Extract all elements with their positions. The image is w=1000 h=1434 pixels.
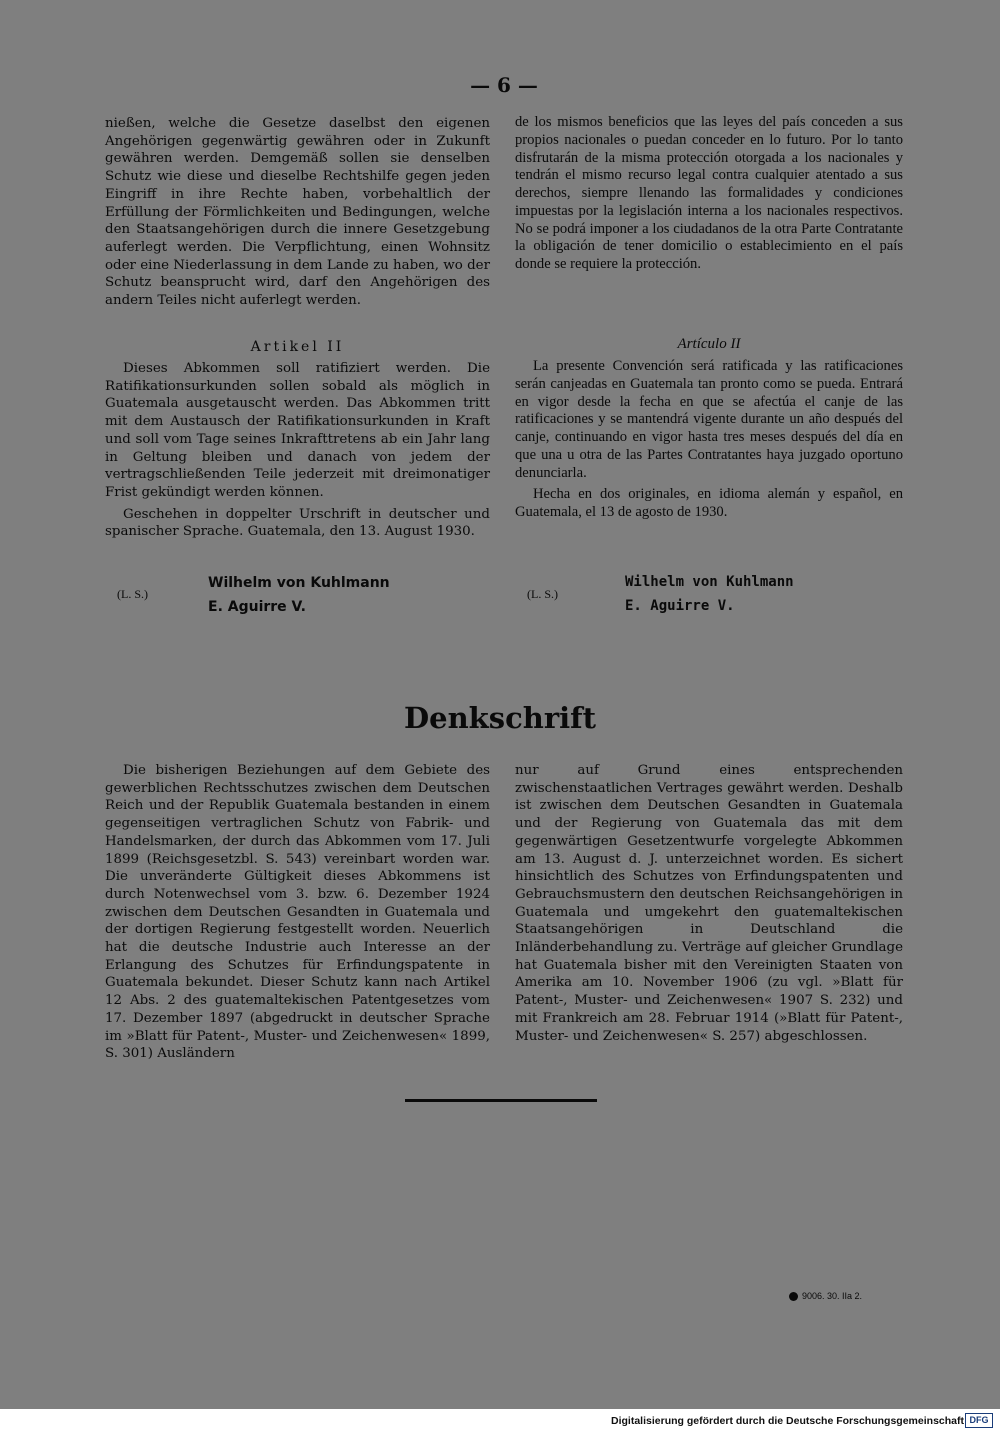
- spanish-seal-mark: (L. S.): [527, 587, 558, 601]
- spanish-treaty-column: [515, 114, 903, 274]
- german-paragraph-3: Geschehen in doppelter Urschrift in deutscher und spanischer Sprache. Guatemala, den 13. August 1930.: [105, 506, 490, 540]
- german-signer-1: Wilhelm von Kuhlmann: [208, 575, 390, 591]
- german-article-body: [105, 360, 490, 541]
- german-paragraph-2: Dieses Abkommen soll ratifiziert werden. Die Ratifikationsurkunden sollen sobald als möglich in Guatemala ausgetauscht werden. Das Abkommen tritt mit dem Austausch der Ratifikationsurkunden in Kraft und soll vom Tage seines Inkrafttretens ab ein Jahr lang in Geltung bleiben und danach von jedem der vertragschließenden Teile jederzeit mit dreimonatiger Frist gekündigt werden können.: [105, 361, 490, 500]
- page-number: — 6 —: [470, 73, 538, 97]
- print-note: [789, 1291, 862, 1301]
- spanish-signer-1: Wilhelm von Kuhlmann: [625, 574, 794, 590]
- memo-left-text: Die bisherigen Beziehungen auf dem Gebiete des gewerblichen Rechtsschutzes zwischen dem Deutschen Reich und der Republik Guatemala bestanden in einem gegenseitigen vertraglichen Schutz von Fabrik- und Handelsmarken, der durch das Abkommen vom 17. Juli 1899 (Reichsgesetzbl. S. 543) vereinbart worden war. Die unveränderte Gültigkeit dieses Abkommens ist durch Notenwechsel vom 3. bzw. 6. Dezember 1924 zwischen dem Deutschen Gesandten in Guatemala und der dortigen Regierung festgestellt worden. Neuerlich hat die deutsche Industrie auch Interesse an der Erlangung des Schutzes für Erfindungspatente in Guatemala bekundet. Dieser Schutz kann nach Artikel 12 Abs. 2 des guatemaltekischen Patentgesetzes vom 17. Dezember 1897 (abgedruckt in deutscher Sprache im »Blatt für Patent-, Muster- und Zeichenwesen« 1899, S. 301) Ausländern: [105, 763, 490, 1062]
- memo-right-text: nur auf Grund eines entsprechenden zwischenstaatlichen Vertrages gewährt werden. Deshalb ist zwischen dem Deutschen Gesandten in Guatemala und der Regierung von Guatemala das mit dem gegenwärtigen Gesetzentwurfe vorgelegte Abkommen am 13. August d. J. unterzeichnet worden. Es sichert hinsichtlich des Schutzes von Erfindungspatenten und Gebrauchsmustern den deutschen Reichsangehörigen in Guatemala und umgekehrt den guatemaltekischen Staatsangehörigen in Deutschland die Inländerbehandlung zu. Verträge auf gleicher Grundlage hat Guatemala bisher mit den Vereinigten Staaten von Amerika am 10. November 1906 (zu vgl. »Blatt für Patent-, Muster- und Zeichenwesen« 1907 S. 232) und mit Frankreich am 28. Februar 1914 (»Blatt für Patent-, Muster- und Zeichenwesen« S. 257) abgeschlossen.: [515, 763, 903, 1044]
- spanish-paragraph-2: La presente Convención será ratificada y las ratificaciones serán canjeadas en Guatemala tan pronto como se pueda. Entrará en vigor desde la fecha en que se afectúa el canje de las ratificaciones y se mantendrá vigente durante un año después del canje, continuando en vigor hasta tres meses después del día en que una u otra de las Partes Contratantes haya juzgado oportuno denunciarla.: [515, 358, 903, 481]
- memo-right-column: [515, 762, 903, 1045]
- german-signature-block: [208, 571, 390, 619]
- german-article-heading: Artikel II: [250, 339, 345, 355]
- spanish-article-body: [515, 358, 903, 522]
- print-note-text: 9006. 30. IIa 2.: [802, 1291, 863, 1301]
- german-seal-mark: (L. S.): [117, 587, 148, 601]
- memo-left-column: [105, 762, 490, 1063]
- german-paragraph-1: nießen, welche die Gesetze daselbst den eigenen Angehörigen gegenwärtig gewähren oder in Zukunft gewähren werden. Demgemäß sollen sie denselben Schutz wie diese und dieselbe Rechtshilfe gegen jeden Eingriff in ihre Rechte haben, vorbehaltlich der Erfüllung der Förmlichkeiten und Bedingungen, welche den Staatsangehörigen durch die innere Gesetzgebung auferlegt werden. Die Verpflichtung, einen Wohnsitz oder eine Niederlassung in dem Lande zu haben, wo der Schutz beansprucht wird, darf den Angehörigen des andern Teiles nicht auferlegt werden.: [105, 116, 490, 309]
- spanish-paragraph-1: de los mismos beneficios que las leyes del país conceden a sus propios nacionales o puedan conceder en lo futuro. Por lo tanto disfrutarán de la misma protección otorgada a los nacionales y tendrán el mismo recurso legal contra cualquier atentado a sus derechos, siempre llenando las formalidades y condiciones impuestas por la legislación interna a los nacionales respectivos. No se podrá imponer a los ciudadanos de la otra Parte Contratante la obligación de tener domicilio o establecimiento en el país donde se requiere la protección.: [515, 114, 903, 272]
- spanish-paragraph-3: Hecha en dos originales, en idioma alemán y español, en Guatemala, el 13 de agosto de 1930.: [515, 486, 903, 520]
- dfg-logo-icon: DFG: [965, 1413, 993, 1428]
- german-treaty-column: [105, 115, 490, 310]
- german-signer-2: E. Aguirre V.: [208, 599, 306, 615]
- digitization-credit: Digitalisierung gefördert durch die Deutsche Forschungsgemeinschaft: [611, 1415, 964, 1427]
- spanish-signature-block: [625, 570, 794, 618]
- printer-mark-icon: [789, 1292, 798, 1301]
- spanish-signer-2: E. Aguirre V.: [625, 598, 735, 614]
- spanish-article-heading: Artículo II: [677, 336, 741, 352]
- closing-rule: [405, 1099, 597, 1102]
- memo-title: Denkschrift: [403, 701, 596, 735]
